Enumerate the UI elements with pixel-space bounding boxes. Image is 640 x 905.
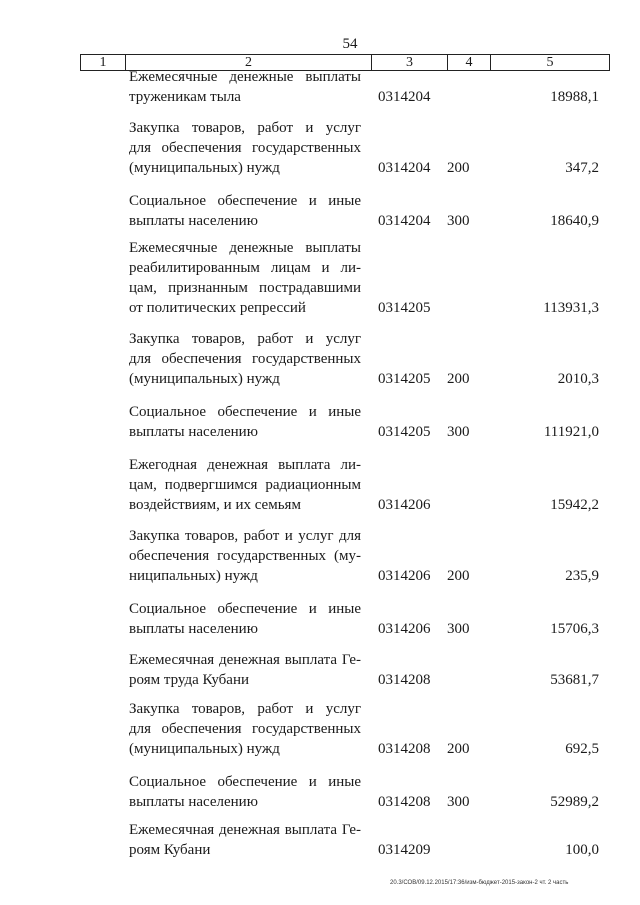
row-code: 0314208 <box>378 794 431 810</box>
row-amount: 347,2 <box>565 160 599 176</box>
row-description-line: для обеспечения государственных <box>129 351 361 367</box>
row-amount: 2010,3 <box>557 371 599 387</box>
row-description-line: Ежемесячная денежная выплата Ге- <box>129 822 361 838</box>
row-description-line: выплаты населению <box>129 794 258 810</box>
row-kind: 300 <box>447 621 470 637</box>
row-description-line: Ежегодная денежная выплата ли- <box>129 457 361 473</box>
row-description-line: Ежемесячная денежная выплата Ге- <box>129 652 361 668</box>
row-description <box>129 191 361 231</box>
row-amount: 113931,3 <box>543 300 599 316</box>
table-row <box>129 329 599 389</box>
row-description-line: Ежемесячные денежные выплаты <box>129 240 361 256</box>
row-kind: 200 <box>447 741 470 757</box>
row-amount: 52989,2 <box>550 794 599 810</box>
row-code: 0314209 <box>378 842 431 858</box>
row-kind: 200 <box>447 568 470 584</box>
row-description-line: труженикам тыла <box>129 89 241 105</box>
table-row <box>129 699 599 759</box>
row-code: 0314204 <box>378 213 431 229</box>
table-row <box>129 238 599 318</box>
row-description-line: Социальное обеспечение и иные <box>129 601 361 617</box>
table-row <box>129 650 599 690</box>
header-col-3: 3 <box>372 55 448 70</box>
row-amount: 18640,9 <box>550 213 599 229</box>
row-amount: 100,0 <box>565 842 599 858</box>
row-code: 0314208 <box>378 741 431 757</box>
footer-note: 20.3/СОВ/09.12.2015/17:36/изм-бюджет-2015-закон-2 чт. 2 часть <box>390 880 569 886</box>
table-row <box>129 402 599 442</box>
row-description <box>129 650 361 690</box>
header-col-4: 4 <box>448 55 491 70</box>
row-description-line: (муниципальных) нужд <box>129 371 280 387</box>
table-row <box>129 67 599 107</box>
row-description <box>129 772 361 812</box>
row-description <box>129 67 361 107</box>
table-row <box>129 455 599 515</box>
row-description <box>129 599 361 639</box>
row-description <box>129 329 361 389</box>
row-description-line: (муниципальных) нужд <box>129 160 280 176</box>
row-description <box>129 455 361 515</box>
row-description-line: Закупка товаров, работ и услуг <box>129 701 361 717</box>
row-amount: 692,5 <box>565 741 599 757</box>
header-col-5: 5 <box>546 55 554 70</box>
table-row <box>129 820 599 860</box>
row-description <box>129 402 361 442</box>
table-row <box>129 772 599 812</box>
header-col-1: 1 <box>81 55 126 70</box>
row-description-line: роям труда Кубани <box>129 672 250 688</box>
row-description-line: воздействиям, и их семьям <box>129 497 301 513</box>
row-description-line: выплаты населению <box>129 213 258 229</box>
table-row <box>129 526 599 586</box>
row-description-line: (муниципальных) нужд <box>129 741 280 757</box>
row-description-line: Социальное обеспечение и иные <box>129 774 361 790</box>
table-row <box>129 118 599 178</box>
row-code: 0314204 <box>378 89 431 105</box>
row-description-line: Закупка товаров, работ и услуг для <box>129 528 361 544</box>
row-amount: 53681,7 <box>550 672 599 688</box>
row-description-line: ниципальных) нужд <box>129 568 258 584</box>
page-number: 54 <box>342 36 358 52</box>
row-description-line: Закупка товаров, работ и услуг <box>129 331 361 347</box>
row-description-line: Социальное обеспечение и иные <box>129 193 361 209</box>
row-code: 0314206 <box>378 497 431 513</box>
row-code: 0314205 <box>378 371 431 387</box>
row-code: 0314206 <box>378 568 431 584</box>
row-description <box>129 699 361 759</box>
row-kind: 300 <box>447 424 470 440</box>
row-description-line: Закупка товаров, работ и услуг <box>129 120 361 136</box>
header-col-2: 2 <box>126 55 372 70</box>
row-description-line: выплаты населению <box>129 621 258 637</box>
row-description-line: реабилитированным лицам и ли- <box>129 260 361 276</box>
row-description-line: роям Кубани <box>129 842 211 858</box>
row-code: 0314205 <box>378 424 431 440</box>
row-description <box>129 820 361 860</box>
row-description <box>129 118 361 178</box>
row-amount: 15706,3 <box>550 621 599 637</box>
row-amount: 15942,2 <box>550 497 599 513</box>
row-kind: 300 <box>447 213 470 229</box>
row-kind: 200 <box>447 160 470 176</box>
table-row <box>129 599 599 639</box>
row-amount: 18988,1 <box>550 89 599 105</box>
row-kind: 300 <box>447 794 470 810</box>
row-description-line: цам, признанным пострадавшими <box>129 280 361 296</box>
table-row <box>129 191 599 231</box>
row-description-line: Ежемесячные денежные выплаты <box>129 69 361 85</box>
row-description <box>129 526 361 586</box>
row-description-line: выплаты населению <box>129 424 258 440</box>
row-kind: 200 <box>447 371 470 387</box>
row-code: 0314205 <box>378 300 431 316</box>
row-description-line: Социальное обеспечение и иные <box>129 404 361 420</box>
row-description <box>129 238 361 318</box>
row-description-line: для обеспечения государственных <box>129 140 361 156</box>
row-code: 0314204 <box>378 160 431 176</box>
row-code: 0314206 <box>378 621 431 637</box>
row-code: 0314208 <box>378 672 431 688</box>
row-description-line: цам, подвергшимся радиационным <box>129 477 361 493</box>
row-amount: 235,9 <box>565 568 599 584</box>
row-description-line: для обеспечения государственных <box>129 721 361 737</box>
row-description-line: обеспечения государственных (му- <box>129 548 361 564</box>
row-description-line: от политических репрессий <box>129 300 306 316</box>
row-amount: 111921,0 <box>543 424 599 440</box>
